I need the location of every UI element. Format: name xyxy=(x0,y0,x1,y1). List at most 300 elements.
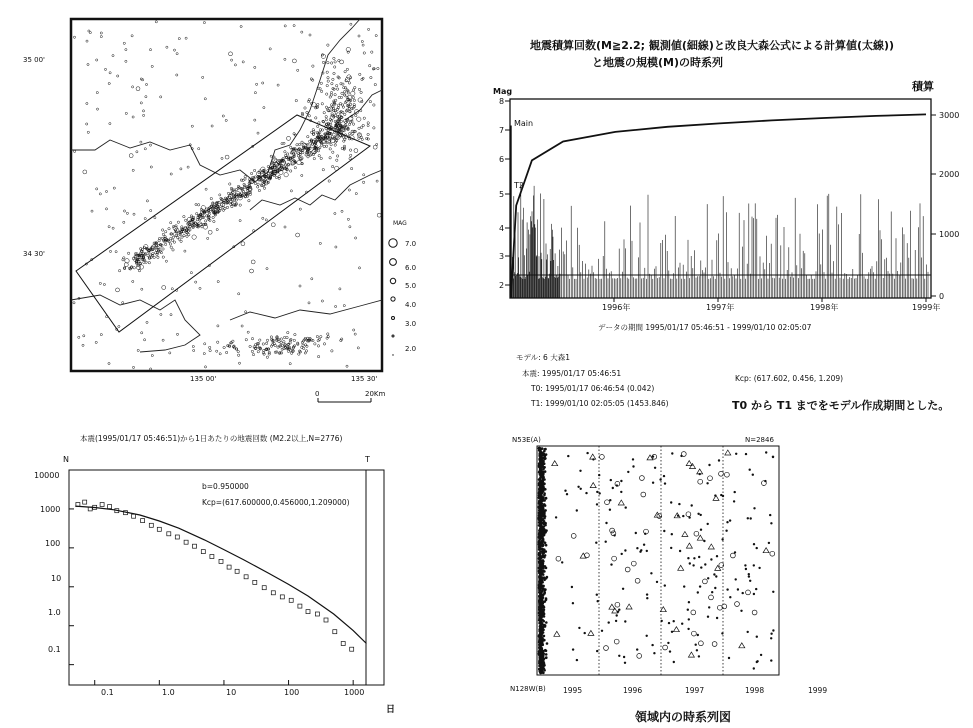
event-dot xyxy=(659,478,661,480)
epicenter-dot xyxy=(136,87,140,91)
epicenter-dot xyxy=(318,122,320,124)
epicenter-dot xyxy=(270,336,272,338)
epicenter-dot xyxy=(240,25,242,27)
event-circle xyxy=(691,610,696,615)
epicenter-dot xyxy=(295,99,297,101)
epicenter-dot xyxy=(202,76,204,78)
epicenter-dot xyxy=(332,78,334,80)
epicenter-dot xyxy=(109,72,111,74)
omori-title: 本震(1995/01/17 05:46:51)から1日あたりの地震回数 (M2.2以上,N=2776) xyxy=(80,434,343,443)
epicenter-dot xyxy=(170,246,172,248)
epicenter-dot xyxy=(286,153,288,155)
epicenter-dot xyxy=(193,349,195,351)
omori-point xyxy=(201,550,205,554)
st-year-1999: 1999 xyxy=(808,686,828,695)
event-dot xyxy=(539,483,542,486)
epicenter-dot xyxy=(192,345,194,347)
event-dot xyxy=(543,503,546,506)
epicenter-dot xyxy=(348,123,350,125)
epicenter-dot xyxy=(311,131,313,133)
event-dot xyxy=(749,469,751,471)
event-circle xyxy=(635,578,640,583)
epicenter-dot xyxy=(335,305,337,307)
epicenter-dot xyxy=(363,117,365,119)
count-tick-1000: 1000 xyxy=(939,230,960,239)
epicenter-dot xyxy=(299,285,301,287)
epicenter-dot xyxy=(162,339,164,341)
event-dot xyxy=(585,492,587,494)
left-axis-label: Mag xyxy=(493,87,513,96)
study-region xyxy=(76,115,370,332)
event-circle xyxy=(556,556,561,561)
epicenter-dot xyxy=(140,102,142,104)
event-dot xyxy=(677,515,679,517)
omori-point xyxy=(149,523,153,527)
event-dot xyxy=(716,555,718,557)
event-dot xyxy=(673,620,675,622)
epicenter-dot xyxy=(340,60,344,64)
epicenter-dot xyxy=(368,28,370,30)
epicenter-dot xyxy=(313,157,315,159)
event-circle xyxy=(712,642,717,647)
event-triangle xyxy=(554,631,560,636)
event-circle xyxy=(725,472,730,477)
event-dot xyxy=(753,564,755,566)
event-dot xyxy=(652,455,654,457)
event-dot xyxy=(542,538,545,541)
epicenter-dot xyxy=(330,94,332,96)
event-dot xyxy=(572,602,574,604)
omori-point xyxy=(184,540,188,544)
event-dot xyxy=(539,670,542,673)
epicenter-dot xyxy=(257,351,259,353)
epicenter-dot xyxy=(348,189,350,191)
epicenter-dot xyxy=(289,363,291,365)
epicenter-dot xyxy=(254,119,256,121)
epicenter-dot xyxy=(108,82,110,84)
event-dot xyxy=(700,529,702,531)
epicenter-dot xyxy=(150,166,152,168)
event-dot xyxy=(596,491,598,493)
epicenter-dot xyxy=(172,236,174,238)
epicenter-dot xyxy=(112,55,114,57)
event-dot xyxy=(750,517,752,519)
epicenter-dot xyxy=(73,302,75,304)
event-dot xyxy=(539,515,542,518)
epicenter-dot xyxy=(123,42,125,44)
event-dot xyxy=(598,474,600,476)
count-label: N=2846 xyxy=(745,436,774,444)
epicenter-dot xyxy=(133,267,135,269)
epicenter-dot xyxy=(374,83,376,85)
t0-label: T0: 1995/01/17 06:46:54 (0.042) xyxy=(531,384,655,393)
lat-label-35: 35 00' xyxy=(23,56,45,64)
event-dot xyxy=(640,549,642,551)
epicenter-dot xyxy=(125,259,129,263)
event-dot xyxy=(540,601,543,604)
event-dot xyxy=(772,591,774,593)
epicenter-dot xyxy=(250,172,252,174)
model-period-note: T0 から T1 までをモデル作成期間とした。 xyxy=(732,399,950,412)
epicenter-dot xyxy=(357,117,361,121)
epicenter-dot xyxy=(327,44,329,46)
cumulative-chart xyxy=(493,38,959,412)
epicenter-dot xyxy=(288,343,290,345)
epicenter-dot xyxy=(278,177,280,179)
event-dot xyxy=(715,575,717,577)
epicenter-dot xyxy=(100,334,102,336)
event-dot xyxy=(545,599,548,602)
epicenter-dot xyxy=(284,173,288,177)
epicenter-dot xyxy=(342,106,344,108)
event-dot xyxy=(616,614,618,616)
epicenter-dot xyxy=(362,124,364,126)
event-dot xyxy=(538,541,541,544)
event-dot xyxy=(681,623,683,625)
epicenter-dot xyxy=(348,82,350,84)
epicenter-dot xyxy=(271,223,275,227)
epicenter-dot xyxy=(231,205,233,207)
epicenter-dot xyxy=(318,155,320,157)
epicenter-dot xyxy=(371,51,373,53)
event-dot xyxy=(540,641,543,644)
epicenter-dot xyxy=(317,345,319,347)
epicenter-dot xyxy=(86,40,88,42)
epicenter-dot xyxy=(256,345,258,347)
epicenter-dot xyxy=(307,156,309,158)
event-circle xyxy=(631,561,636,566)
event-dot xyxy=(711,591,713,593)
omori-y-tick-10: 10 xyxy=(51,574,62,583)
top-label: N53E(A) xyxy=(512,436,541,444)
event-dot xyxy=(661,620,663,622)
event-dot xyxy=(688,601,690,603)
event-dot xyxy=(636,547,638,549)
event-dot xyxy=(541,527,544,530)
year-tick-1999: 1999年 xyxy=(912,303,941,312)
event-dot xyxy=(671,452,673,454)
epicenter-dot xyxy=(299,208,301,210)
event-dot xyxy=(543,448,546,451)
lat-label-34-30: 34 30' xyxy=(23,250,45,258)
event-dot xyxy=(646,593,648,595)
event-dot xyxy=(555,516,557,518)
mag-tick-8: 8 xyxy=(499,97,505,106)
epicenter-dot xyxy=(219,194,221,196)
epicenter-dot xyxy=(283,341,285,343)
epicenter-dot xyxy=(176,53,178,55)
event-dot xyxy=(538,529,541,532)
epicenter-map xyxy=(23,19,416,402)
epicenter-dot xyxy=(254,66,256,68)
event-dot xyxy=(545,621,548,624)
epicenter-dot xyxy=(316,335,318,337)
event-dot xyxy=(541,488,544,491)
epicenter-dot xyxy=(151,65,153,67)
epicenter-dot xyxy=(169,352,171,354)
epicenter-dot xyxy=(253,169,255,171)
epicenter-dot xyxy=(361,138,363,140)
epicenter-dot xyxy=(334,94,336,96)
event-dot xyxy=(699,473,701,475)
epicenter-dot xyxy=(367,122,369,124)
epicenter-dot xyxy=(229,183,231,185)
event-dot xyxy=(697,634,699,636)
event-triangle xyxy=(763,548,769,553)
epicenter-dot xyxy=(319,242,321,244)
epicenter-dot xyxy=(344,94,346,96)
epicenter-dot xyxy=(252,353,254,355)
omori-point xyxy=(132,514,136,518)
epicenter-dot xyxy=(178,238,180,240)
event-dot xyxy=(540,652,543,655)
omori-y-tick-1: 1.0 xyxy=(48,608,61,617)
epicenter-dot xyxy=(304,352,306,354)
epicenter-dot xyxy=(144,148,146,150)
event-dot xyxy=(540,663,543,666)
event-dot xyxy=(752,474,754,476)
epicenter-dot xyxy=(187,166,189,168)
scale-start: 0 xyxy=(315,390,320,398)
epicenter-dot xyxy=(229,52,233,56)
epicenter-dot xyxy=(168,228,170,230)
event-dot xyxy=(605,541,607,543)
epicenter-dot xyxy=(287,163,289,165)
epicenter-dot xyxy=(358,88,360,90)
epicenter-dot xyxy=(359,73,361,75)
epicenter-dot xyxy=(207,237,209,239)
year-tick-1998: 1998年 xyxy=(810,303,839,312)
event-dot xyxy=(584,632,586,634)
epicenter-dot xyxy=(354,86,356,88)
epicenter-dot xyxy=(280,338,282,340)
epicenter-dot xyxy=(219,353,221,355)
epicenter-dot xyxy=(105,190,107,192)
epicenter-dot xyxy=(221,157,223,159)
epicenter-dot xyxy=(360,91,362,93)
epicenter-dot xyxy=(133,213,135,215)
epicenter-dot xyxy=(198,148,200,150)
epicenter-dot xyxy=(105,208,107,210)
epicenter-dot xyxy=(146,200,148,202)
epicenter-dot xyxy=(238,362,240,364)
event-dot xyxy=(545,497,548,500)
t2-label: T2 xyxy=(514,181,524,190)
epicenter-dot xyxy=(284,58,286,60)
epicenter-dot xyxy=(96,92,98,94)
epicenter-dot xyxy=(357,347,359,349)
event-dot xyxy=(650,572,652,574)
event-dot xyxy=(610,479,612,481)
epicenter-dot xyxy=(216,350,218,352)
epicenter-dot xyxy=(352,89,354,91)
epicenter-dot xyxy=(151,254,153,256)
epicenter-dot xyxy=(290,170,292,172)
coastline xyxy=(71,19,382,352)
epicenter-dot xyxy=(340,120,342,122)
event-dot xyxy=(572,648,574,650)
event-dot xyxy=(621,553,623,555)
epicenter-dot xyxy=(86,102,88,104)
epicenter-dot xyxy=(349,133,351,135)
epicenter-dot xyxy=(158,240,160,242)
epicenter-dot xyxy=(349,226,351,228)
epicenter-dot xyxy=(148,262,150,264)
epicenter-dot xyxy=(222,206,224,208)
epicenter-dot xyxy=(320,336,322,338)
epicenter-dot xyxy=(157,256,159,258)
epicenter-dot xyxy=(358,98,362,102)
epicenter-dot xyxy=(306,111,308,113)
omori-y-tick-1000: 1000 xyxy=(40,505,61,514)
epicenter-dot xyxy=(154,217,156,219)
epicenter-dot xyxy=(149,144,151,146)
epicenter-dot xyxy=(343,305,345,307)
epicenter-dot xyxy=(317,103,319,105)
epicenter-dot xyxy=(332,105,334,107)
epicenter-dot xyxy=(83,335,85,337)
event-dot xyxy=(538,608,541,611)
epicenter-dot xyxy=(209,349,211,351)
epicenter-dot xyxy=(195,281,197,283)
epicenter-dot xyxy=(346,68,348,70)
event-dot xyxy=(610,563,612,565)
event-dot xyxy=(673,661,675,663)
epicenter-dot xyxy=(126,212,128,214)
epicenter-dot xyxy=(204,366,206,368)
event-triangle xyxy=(626,604,632,609)
event-dot xyxy=(539,477,542,480)
epicenter-dot xyxy=(239,204,241,206)
event-dot xyxy=(770,522,772,524)
epicenter-dot xyxy=(142,110,144,112)
epicenter-dot xyxy=(96,188,98,190)
event-dot xyxy=(541,598,544,601)
epicenter-dot xyxy=(104,68,106,70)
event-dot xyxy=(541,532,544,535)
epicenter-dot xyxy=(87,131,89,133)
epicenter-dot xyxy=(328,140,330,142)
event-dot xyxy=(742,592,744,594)
epicenter-dot xyxy=(335,166,339,170)
event-dot xyxy=(632,465,634,467)
epicenter-dot xyxy=(287,136,291,140)
legend-title: MAG xyxy=(393,220,407,227)
epicenter-dot xyxy=(127,252,129,254)
event-dot xyxy=(540,623,543,626)
omori-point xyxy=(219,559,223,563)
event-dot xyxy=(768,542,770,544)
event-dot xyxy=(707,577,709,579)
event-dot xyxy=(539,507,542,510)
epicenter-dot xyxy=(176,333,178,335)
epicenter-dot xyxy=(96,59,98,61)
event-dot xyxy=(539,552,542,555)
epicenter-dot xyxy=(375,35,377,37)
epicenter-dot xyxy=(115,251,117,253)
event-dot xyxy=(539,649,542,652)
omori-x-unit: 日 xyxy=(386,705,396,715)
event-dot xyxy=(770,637,772,639)
t1-label: T1: 1999/01/10 02:05:05 (1453.846) xyxy=(531,399,669,408)
mag-axis-ticks xyxy=(505,101,510,285)
event-triangle xyxy=(688,652,694,657)
event-dot xyxy=(543,548,546,551)
epicenter-dot xyxy=(73,36,75,38)
event-dot xyxy=(726,521,728,523)
epicenter-dot xyxy=(309,34,311,36)
epicenter-dot xyxy=(132,280,134,282)
event-dot xyxy=(538,521,541,524)
epicenter-dot xyxy=(325,116,327,118)
event-dot xyxy=(566,493,568,495)
omori-model-curve xyxy=(75,506,366,643)
epicenter-dot xyxy=(331,350,333,352)
event-circle xyxy=(585,553,590,558)
epicenter-dot xyxy=(344,113,346,115)
event-circle xyxy=(625,567,630,572)
omori-point xyxy=(280,595,284,599)
epicenter-dot xyxy=(329,157,331,159)
event-dot xyxy=(543,462,546,465)
event-dot xyxy=(696,649,698,651)
event-dot xyxy=(679,550,681,552)
epicenter-dot xyxy=(373,104,375,106)
epicenter-dot xyxy=(109,250,111,252)
epicenter-dot xyxy=(116,288,120,292)
event-dot xyxy=(597,600,599,602)
event-dot xyxy=(540,485,543,488)
epicenter-dot xyxy=(257,132,259,134)
event-dot xyxy=(561,561,563,563)
omori-point xyxy=(333,630,337,634)
epicenter-dot xyxy=(117,75,119,77)
omori-chart xyxy=(34,433,395,715)
epicenter-dot xyxy=(290,190,292,192)
epicenter-dot xyxy=(217,341,219,343)
event-dot xyxy=(613,534,615,536)
epicenter-dot xyxy=(308,115,310,117)
epicenter-dot xyxy=(266,339,268,341)
omori-kcp: Kcp=(617.600000,0.456000,1.209000) xyxy=(202,498,350,507)
epicenter-dot xyxy=(331,165,333,167)
epicenter-dot xyxy=(109,123,111,125)
epicenter-dot xyxy=(162,256,164,258)
epicenter-dot xyxy=(166,46,168,48)
event-dot xyxy=(599,492,601,494)
omori-point xyxy=(244,575,248,579)
event-triangle xyxy=(739,643,745,648)
event-dot xyxy=(689,562,691,564)
event-dot xyxy=(543,601,546,604)
mag-tick-4: 4 xyxy=(499,224,505,233)
event-dot xyxy=(688,618,690,620)
epicenter-dot xyxy=(144,339,146,341)
event-dot xyxy=(543,523,546,526)
epicenter-dot xyxy=(103,283,105,285)
epicenter-dot xyxy=(201,206,205,210)
event-dot xyxy=(670,547,672,549)
epicenter-dot xyxy=(273,158,277,162)
epicenter-dot xyxy=(132,169,134,171)
event-triangle xyxy=(686,543,692,548)
omori-point xyxy=(157,527,161,531)
epicenter-dot xyxy=(256,83,258,85)
event-dot xyxy=(539,459,542,462)
event-dot xyxy=(721,632,723,634)
epicenter-dot xyxy=(125,60,127,62)
epicenter-dot xyxy=(343,145,345,147)
